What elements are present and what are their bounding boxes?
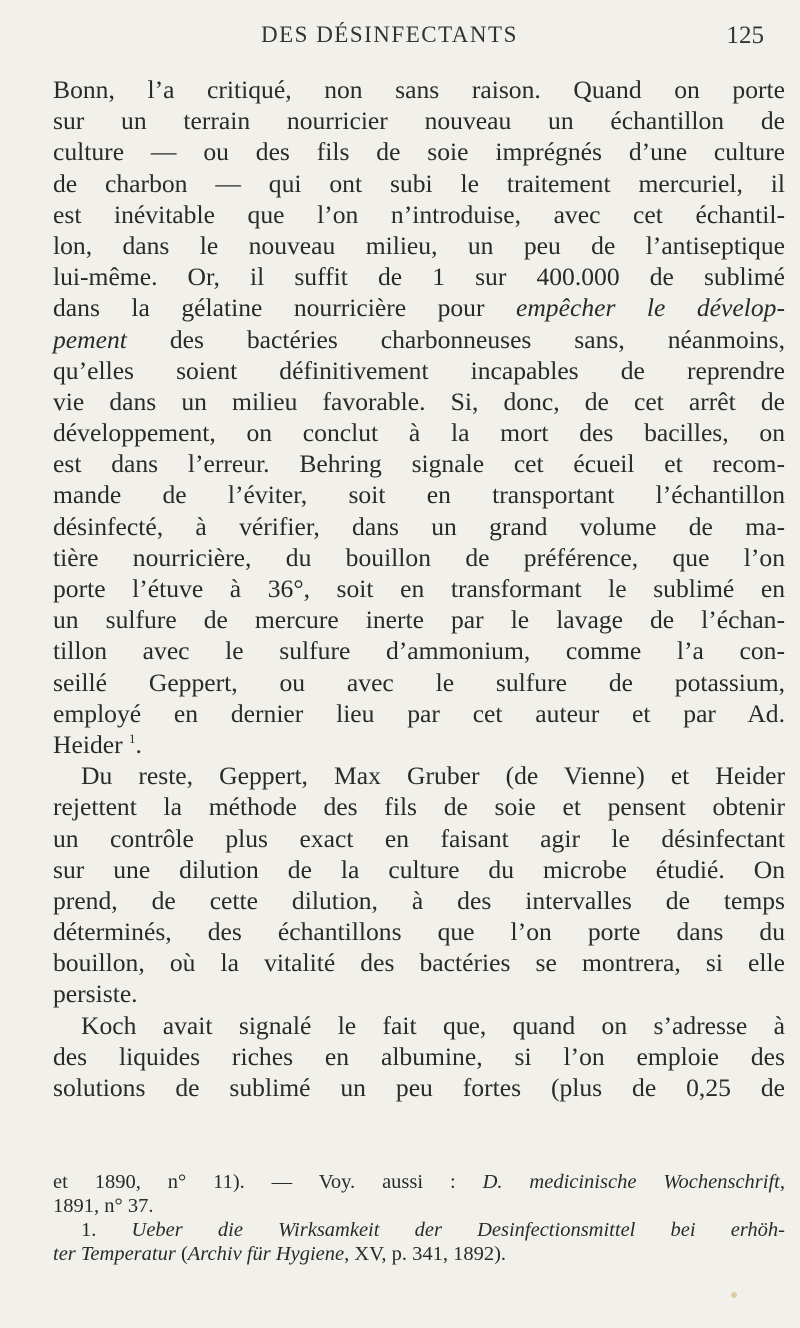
running-head [0, 22, 800, 62]
text-line: sur un terrain nourricier nouveau un échantillon de [53, 106, 785, 136]
text-line: un sulfure de mercure inerte par le lavage de l’échan- [53, 605, 785, 635]
text-line: de charbon — qui ont subi le traitement mercuriel, il [53, 168, 785, 198]
text-line: solutions de sublimé un peu fortes (plus de 0,25 de [53, 1073, 785, 1102]
paragraph-start-line: Du reste, Geppert, Max Gruber (de Vienne) et Heider [81, 761, 785, 791]
footnote-italic: D. medicinische Wochenschrift [482, 1171, 780, 1193]
footnote-italic: Archiv für Hygiene [187, 1243, 345, 1265]
text-line-with-italic [53, 324, 785, 355]
text-line: porte l’étuve à 36°, soit en transformant le sublimé en [53, 574, 785, 603]
paragraph-start-line: Koch avait signalé le fait que, quand on s’adresse à [81, 1010, 785, 1040]
text-line: prend, de cette dilution, à des intervalles de temps [53, 885, 785, 915]
text-line: bouillon, où la vitalité des bactéries se montrera, si elle [53, 948, 785, 978]
text-line: seillé Geppert, ou avec le sulfure de potassium, [53, 667, 785, 697]
text-segment: dans la gélatine nourricière pour [53, 293, 485, 323]
text-line: un contrôle plus exact en faisant agir le désinfectant [53, 823, 785, 853]
footnote-text: ( [175, 1243, 188, 1265]
footnote-ref: 1 [129, 730, 136, 746]
text-line: développement, on conclut à la mort des bacilles, on [53, 418, 785, 448]
running-title: DES DÉSINFECTANTS [261, 22, 518, 47]
text-line: lui-même. Or, il suffit de 1 sur 400.000 de sublimé [53, 262, 785, 292]
text-line-with-italic [53, 292, 785, 323]
text-line: persiste. [53, 979, 138, 1009]
text-line: qu’elles soient définitivement incapables de reprendre [53, 355, 785, 385]
text-line: Bonn, l’a critiqué, non sans raison. Quand on porte [53, 75, 785, 104]
footnote-text: , XV, p. 341, 1892). [344, 1243, 507, 1265]
italic-phrase-continued: pement [53, 324, 127, 354]
footnote-line [53, 1170, 785, 1194]
footnote-text: et 1890, n° 11). — Voy. aussi : [53, 1171, 483, 1193]
text-line: désinfecté, à vérifier, dans un grand volume de ma- [53, 511, 785, 541]
text-segment: des bactéries charbonneuses sans, néanmoins, [126, 324, 785, 354]
text-line: des liquides riches en albumine, si l’on emploie des [53, 1041, 785, 1071]
text-line: sur une dilution de la culture du microbe étudié. On [53, 854, 785, 884]
footnote-number: 1. [81, 1219, 132, 1241]
footnote-italic: Ueber die Wirksamkeit der Desinfectionsmittel bei erhöh- [131, 1219, 785, 1241]
body-text [53, 74, 785, 1103]
text-segment: Heider [53, 729, 123, 759]
paper-stain-dot [731, 1292, 737, 1298]
footnote-italic: ter Temperatur [53, 1243, 176, 1265]
footnote-text: , [779, 1171, 785, 1193]
text-line: culture — ou des fils de soie imprégnés d’une culture [53, 137, 785, 167]
text-line: déterminés, des échantillons que l’on porte dans du [53, 917, 785, 947]
text-line: rejettent la méthode des fils de soie et pensent obtenir [53, 792, 785, 822]
text-line: tillon avec le sulfure d’ammonium, comme l’a con- [53, 636, 785, 666]
italic-phrase: empêcher le dévelop- [515, 293, 785, 323]
text-segment: . [135, 729, 142, 759]
text-line-with-footnote [53, 729, 785, 760]
page-number: 125 [726, 22, 764, 49]
footnote-line [53, 1242, 785, 1266]
text-line: est dans l’erreur. Behring signale cet écueil et recom- [53, 449, 785, 479]
footnote-line: 1891, n° 37. [53, 1195, 154, 1217]
text-line: tière nourricière, du bouillon de préférence, que l’on [53, 542, 785, 572]
text-line: employé en dernier lieu par cet auteur et par Ad. [53, 698, 785, 728]
footnotes [53, 1170, 785, 1266]
text-line: vie dans un milieu favorable. Si, donc, de cet arrêt de [53, 386, 785, 416]
footnote-line [53, 1218, 785, 1242]
text-line: est inévitable que l’on n’introduise, avec cet échantil- [53, 199, 785, 229]
text-line: lon, dans le nouveau milieu, un peu de l’antiseptique [53, 230, 785, 260]
text-line: mande de l’éviter, soit en transportant l’échantillon [53, 480, 785, 510]
